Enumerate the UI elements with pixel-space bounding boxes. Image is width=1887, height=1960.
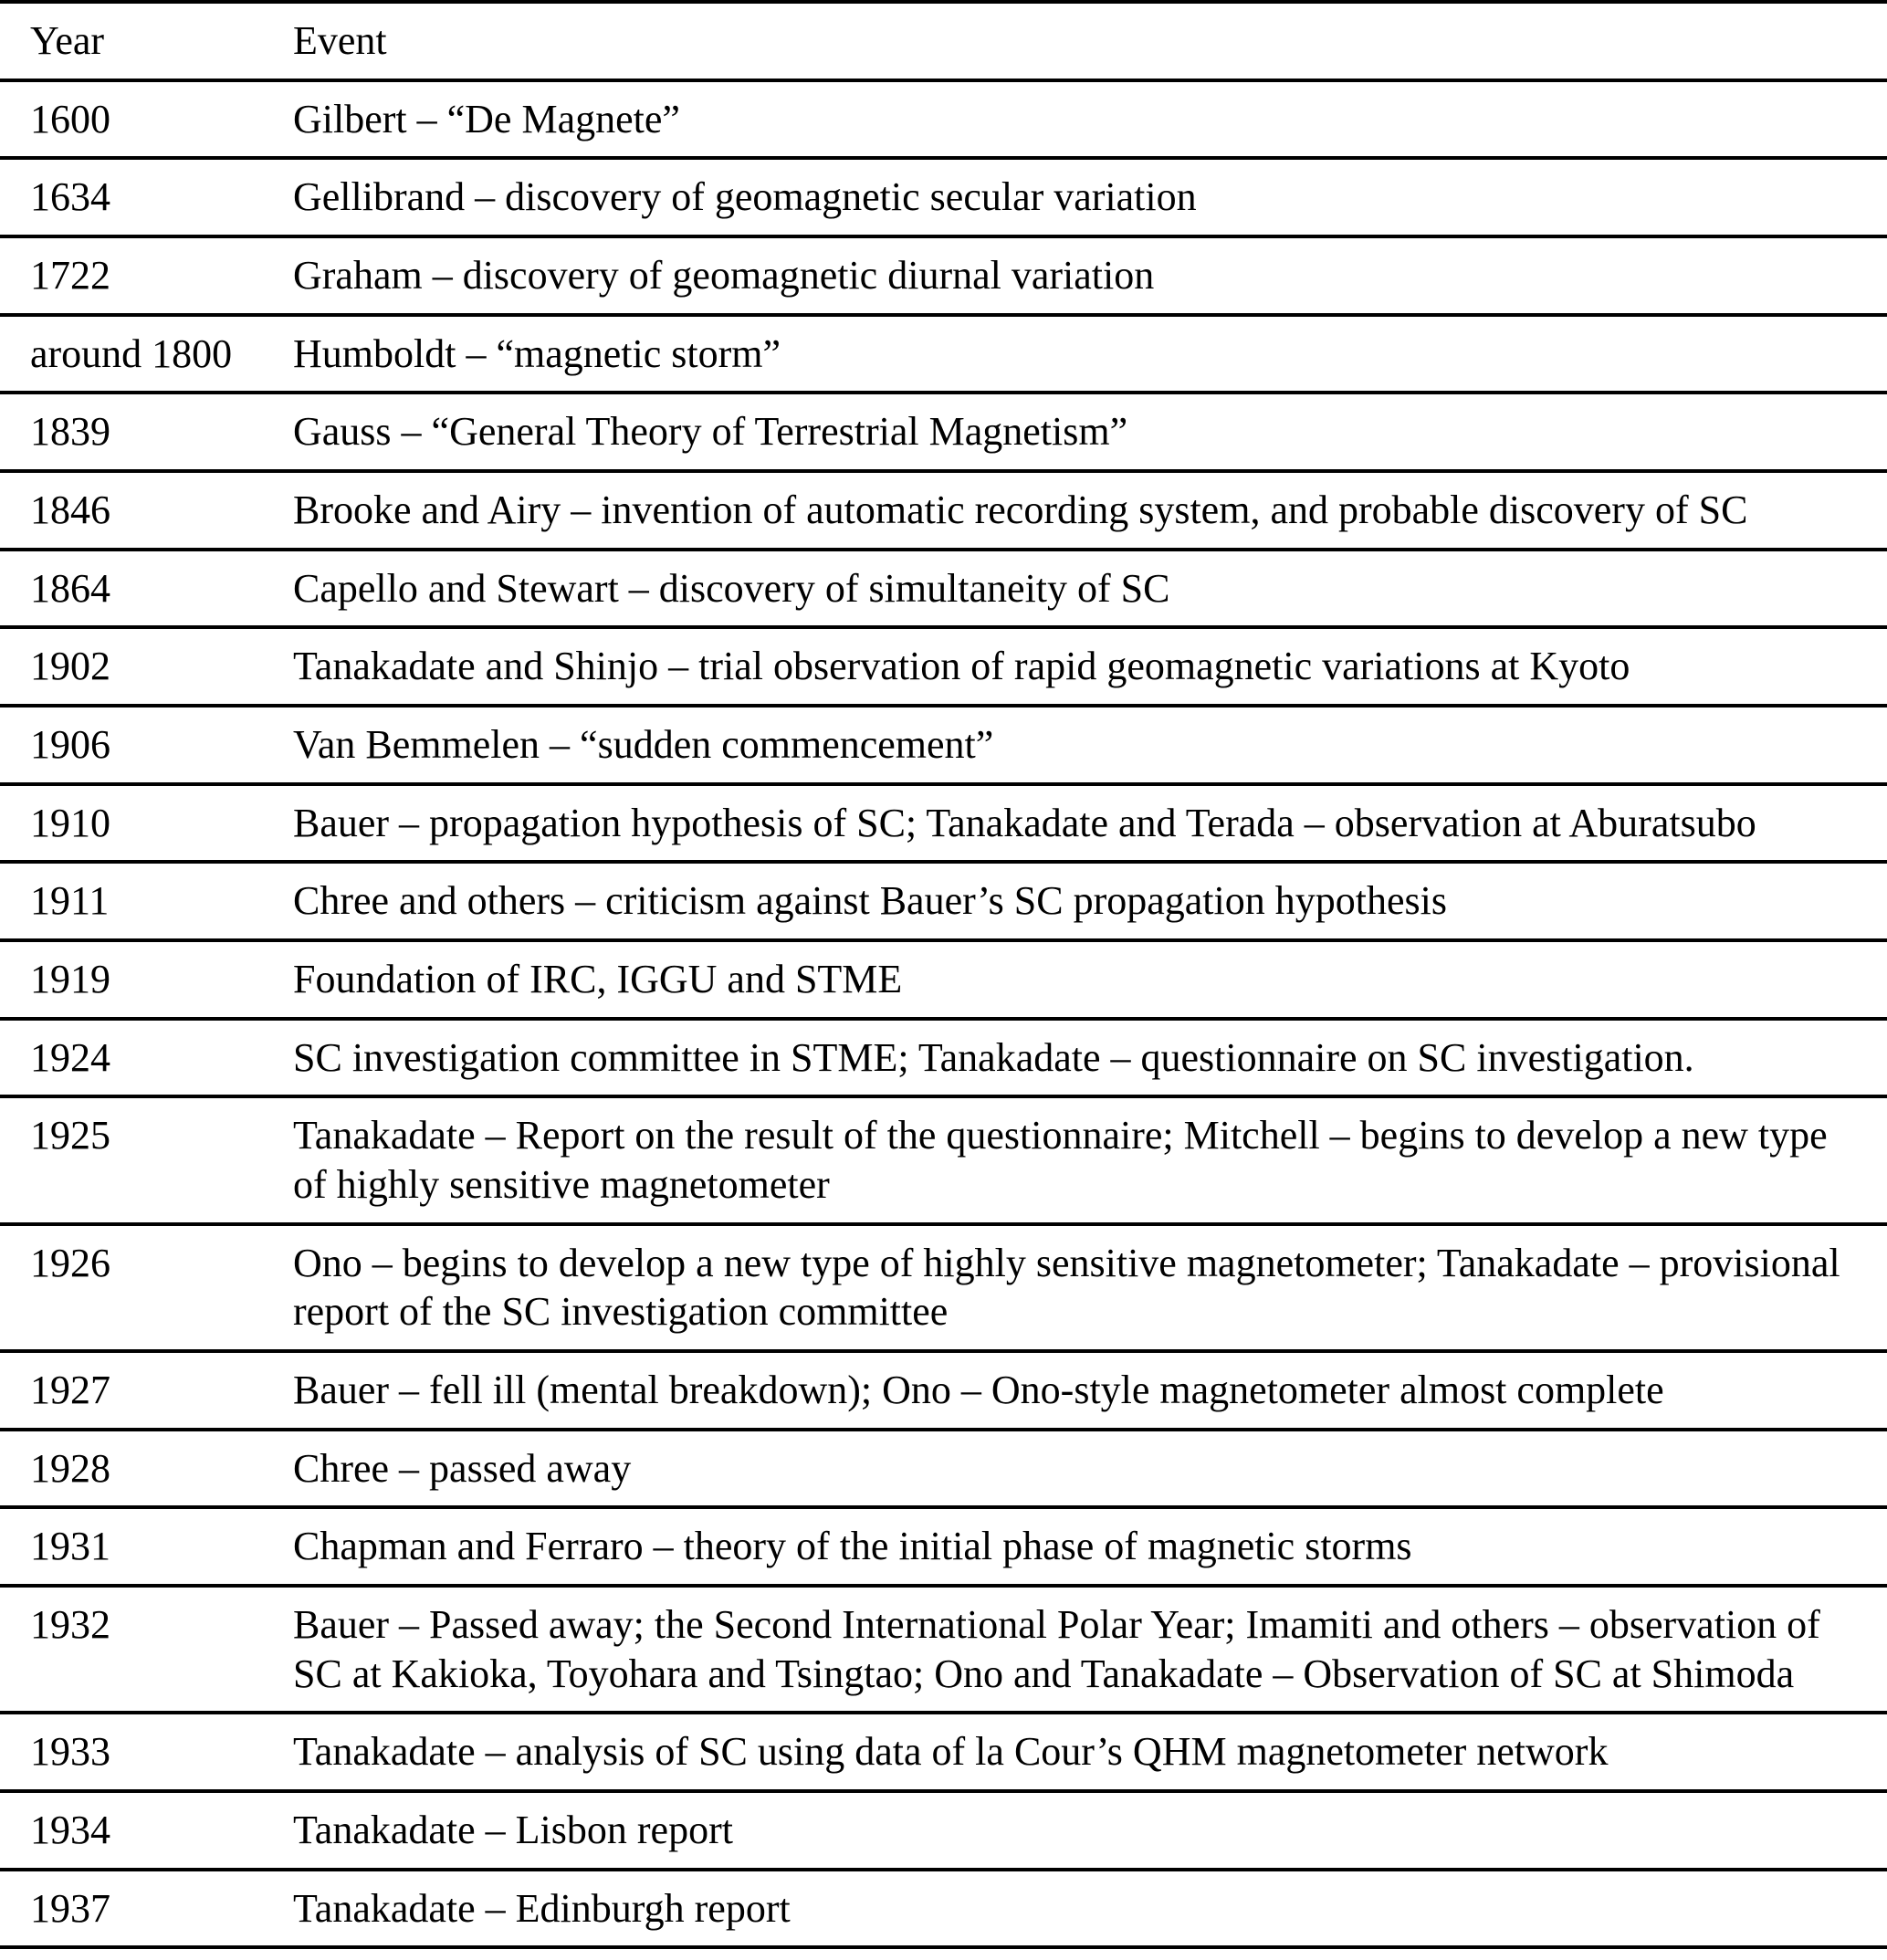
table-row xyxy=(0,1096,1887,1223)
year-cell: 1919 xyxy=(0,940,292,1019)
column-header-event: Event xyxy=(292,2,1887,80)
event-cell: Foundation of IRC, IGGU and STME xyxy=(292,940,1887,1019)
year-cell: 1722 xyxy=(0,236,292,315)
table-row xyxy=(0,862,1887,940)
event-cell: Tanakadate – Report on the result of the questionnaire; Mitchell – begins to develop a new type of highly sensitive magnetometer xyxy=(292,1096,1887,1223)
year-cell: 1902 xyxy=(0,627,292,706)
event-cell: Gellibrand – discovery of geomagnetic secular variation xyxy=(292,158,1887,236)
table-row xyxy=(0,940,1887,1019)
table-row xyxy=(0,1019,1887,1097)
year-cell: 1864 xyxy=(0,550,292,628)
event-cell: Graham – discovery of geomagnetic diurnal variation xyxy=(292,236,1887,315)
event-cell: Brooke and Airy – invention of automatic recording system, and probable discovery of SC xyxy=(292,471,1887,550)
table-row xyxy=(0,1430,1887,1508)
year-cell: 1634 xyxy=(0,158,292,236)
year-cell: around 1800 xyxy=(0,315,292,393)
event-cell: Tanakadate – Lisbon report xyxy=(292,1791,1887,1870)
table-row xyxy=(0,393,1887,471)
year-cell: 1927 xyxy=(0,1351,292,1430)
table-row xyxy=(0,158,1887,236)
event-cell: Bauer – propagation hypothesis of SC; Tanakadate and Terada – observation at Aburatsubo xyxy=(292,784,1887,863)
table-row xyxy=(0,315,1887,393)
event-cell: Chree and others – criticism against Bauer’s SC propagation hypothesis xyxy=(292,862,1887,940)
event-cell: SC investigation committee in STME; Tanakadate – questionnaire on SC investigation. xyxy=(292,1019,1887,1097)
table-row xyxy=(0,1586,1887,1713)
table-row xyxy=(0,550,1887,628)
event-cell: Gauss – “General Theory of Terrestrial Magnetism” xyxy=(292,393,1887,471)
event-cell: Tanakadate – Edinburgh report xyxy=(292,1870,1887,1948)
year-cell: 1925 xyxy=(0,1096,292,1223)
column-header-year: Year xyxy=(0,2,292,80)
year-cell: 1911 xyxy=(0,862,292,940)
table-row xyxy=(0,1791,1887,1870)
event-cell: Chree – passed away xyxy=(292,1430,1887,1508)
event-cell: Humboldt – “magnetic storm” xyxy=(292,315,1887,393)
table-row xyxy=(0,1224,1887,1351)
event-cell: Van Bemmelen – “sudden commencement” xyxy=(292,706,1887,784)
year-cell: 1932 xyxy=(0,1586,292,1713)
event-cell: Ono – begins to develop a new type of highly sensitive magnetometer; Tanakadate – provisional report of the SC investigation committee xyxy=(292,1224,1887,1351)
year-cell: 1924 xyxy=(0,1019,292,1097)
year-cell: 1906 xyxy=(0,706,292,784)
year-cell: 1928 xyxy=(0,1430,292,1508)
table-row xyxy=(0,1713,1887,1791)
event-cell: Tanakadate – analysis of SC using data of la Cour’s QHM magnetometer network xyxy=(292,1713,1887,1791)
table-row xyxy=(0,1870,1887,1948)
event-cell: Bauer – Passed away; the Second International Polar Year; Imamiti and others – observation of SC at Kakioka, Toyohara and Tsingtao; Ono and Tanakadate – Observation of SC at Shimoda xyxy=(292,1586,1887,1713)
table-row xyxy=(0,1507,1887,1586)
table-row xyxy=(0,627,1887,706)
event-cell: Capello and Stewart – discovery of simultaneity of SC xyxy=(292,550,1887,628)
table-row xyxy=(0,236,1887,315)
event-cell: Tanakadate and Shinjo – trial observation of rapid geomagnetic variations at Kyoto xyxy=(292,627,1887,706)
table-row xyxy=(0,1351,1887,1430)
event-cell: Bauer – fell ill (mental breakdown); Ono – Ono-style magnetometer almost complete xyxy=(292,1351,1887,1430)
year-cell: 1934 xyxy=(0,1791,292,1870)
year-cell: 1931 xyxy=(0,1507,292,1586)
table-row xyxy=(0,784,1887,863)
year-cell: 1846 xyxy=(0,471,292,550)
year-cell: 1910 xyxy=(0,784,292,863)
year-cell: 1839 xyxy=(0,393,292,471)
year-cell: 1600 xyxy=(0,80,292,159)
year-cell: 1926 xyxy=(0,1224,292,1351)
table-row xyxy=(0,471,1887,550)
event-cell: Chapman and Ferraro – theory of the initial phase of magnetic storms xyxy=(292,1507,1887,1586)
event-cell: Gilbert – “De Magnete” xyxy=(292,80,1887,159)
table-row xyxy=(0,80,1887,159)
header-row xyxy=(0,2,1887,80)
year-cell: 1933 xyxy=(0,1713,292,1791)
year-cell: 1937 xyxy=(0,1870,292,1948)
table-row xyxy=(0,706,1887,784)
